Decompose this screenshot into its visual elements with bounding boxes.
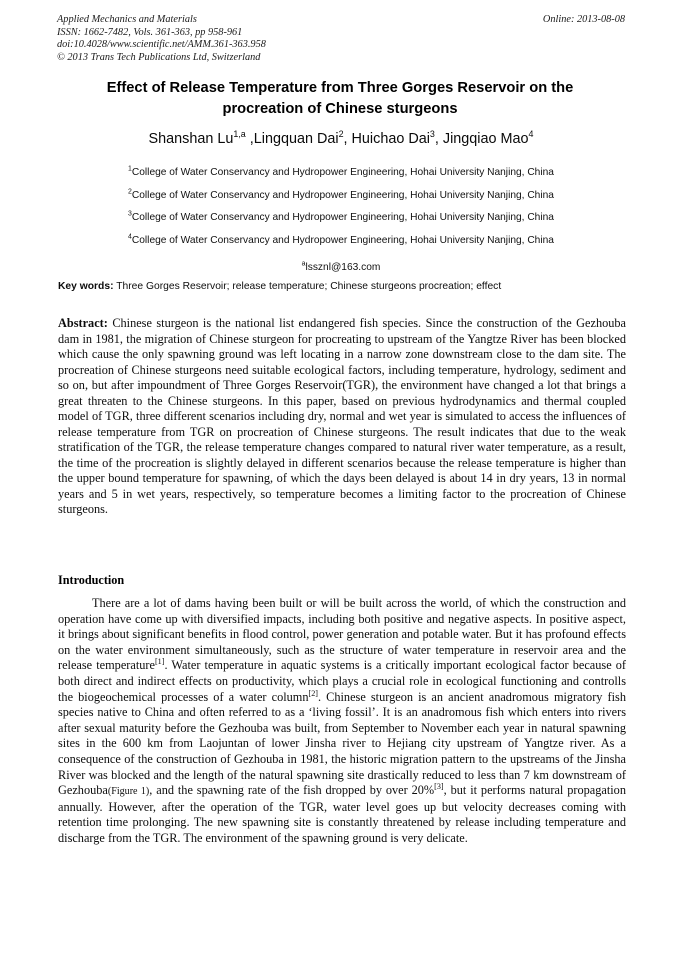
author-name: Lingquan Dai bbox=[253, 131, 339, 147]
affiliation-marker: 3 bbox=[128, 210, 132, 218]
affiliation-text: College of Water Conservancy and Hydropower Engineering, Hohai University Nanjing, China bbox=[131, 212, 554, 223]
author-name: Shanshan Lu bbox=[148, 131, 234, 147]
intro-part-1: There are a lot of dams having been built or will be built across the world, of which the construction and operation have come up with diversified impacts, including both positive and negative aspects. In positive aspect, it brings about significant benefits in flood control, power generation and potable water. But it has profound effects on the water environment simultaneously, such as the structure of water temperature in reservoir area and the release temperature bbox=[58, 596, 626, 673]
keywords-line bbox=[58, 280, 626, 294]
keywords-label: Key words: bbox=[58, 281, 114, 292]
affiliation-text: College of Water Conservancy and Hydropower Engineering, Hohai University Nanjing, China bbox=[131, 189, 554, 201]
issn-line: ISSN: 1662-7482, Vols. 361-363, pp 958-961 bbox=[57, 26, 243, 38]
intro-part-3: . Chinese sturgeon is an ancient anadromous migratory fish species native to China and often referred to as a ‘living fossil’. It is an anadromous fish which enters into rivers after sexual maturity before the Gezhouba was built, from September to November each year in natural spawning sites in the 600 km from Laojuntan of lower Jinsha river to Hejiang city upstream of Yangtze river. As a consequence of the construction of Gezhouba in 1981, the historic migration pattern to the upstreams of the Jinsha River was blocked and the length of the natural spawning site drastically reduced to less than 7 km downstream of Gezhouba bbox=[58, 689, 626, 798]
affiliation-marker: 2 bbox=[128, 188, 132, 196]
author-entry bbox=[149, 131, 246, 147]
intro-part-5: , but it performs natural propagation annually. However, after the operation of the TGR, water level goes up but velocity decreases coming with retention time prolonging. The new spawning site is constantly threatened by release including temperature and discharge from the TGR. The environment of the spawning ground is very delicate. bbox=[58, 783, 626, 845]
affiliation-item bbox=[57, 230, 625, 253]
abstract-section bbox=[58, 316, 626, 518]
doi-line: doi:10.4028/www.scientific.net/AMM.361-363.958 bbox=[57, 39, 266, 51]
copyright-line: © 2013 Trans Tech Publications Ltd, Switzerland bbox=[57, 51, 261, 63]
online-date: Online: 2013-08-08 bbox=[542, 14, 625, 25]
author-entry bbox=[254, 131, 344, 147]
author-name: Huichao Dai bbox=[351, 131, 430, 147]
author-entry bbox=[352, 131, 435, 147]
keywords-value: Three Gorges Reservoir; release temperature; Chinese sturgeons procreation; effect bbox=[116, 281, 502, 292]
author-sup: 3 bbox=[429, 129, 435, 140]
email-address: lssznl@163.com bbox=[305, 262, 381, 273]
author-list bbox=[57, 129, 625, 149]
author-separator: , bbox=[245, 131, 254, 147]
figure-reference: (Figure 1) bbox=[107, 786, 150, 798]
affiliation-text: College of Water Conservancy and Hydropower Engineering, Hohai University Nanjing, China bbox=[131, 167, 554, 178]
introduction-body bbox=[58, 596, 626, 847]
author-sup: 1,a bbox=[233, 129, 246, 140]
affiliation-item bbox=[57, 162, 625, 185]
citation-ref-2: [2] bbox=[308, 688, 318, 698]
affiliation-marker: 4 bbox=[128, 233, 132, 241]
journal-header bbox=[57, 14, 625, 64]
affiliation-list bbox=[57, 162, 625, 276]
affiliation-item bbox=[57, 207, 625, 230]
affiliation-text: College of Water Conservancy and Hydropower Engineering, Hohai University Nanjing, China bbox=[131, 234, 554, 246]
author-sup: 4 bbox=[528, 129, 534, 140]
introduction-heading: Introduction bbox=[58, 573, 125, 587]
citation-ref-1: [1] bbox=[154, 657, 165, 667]
email-marker: a bbox=[301, 260, 306, 268]
affiliation-marker: 1 bbox=[128, 165, 132, 173]
citation-ref-3: [3] bbox=[434, 782, 444, 792]
paper-title: Effect of Release Temperature from Three Gorges Reservoir on the procreation of Chinese sturgeons bbox=[106, 80, 574, 117]
corresponding-email bbox=[57, 260, 625, 276]
journal-header-top-row bbox=[57, 14, 625, 27]
journal-name: Applied Mechanics and Materials bbox=[57, 14, 197, 25]
abstract-text: Chinese sturgeon is the national list endangered fish species. Since the construction of the Gezhouba dam in 1981, the migration of Chinese sturgeon for procreating to upstream of the Yangtze River has been blocked which cause the only spawning ground was left locating in a narrow zone downstream close to the dam site. The procreation of Chinese sturgeons need suitable ecological factors, including temperature, hydrology, sediment and so on, but after impoundment of Three Gorges Reservoir(TGR), the environment have changed a lot that brings a great threaten to the Chinese sturgeons. In this paper, based on previous hydrodynamics and thermal coupled model of TGR, three different scenarios including dry, normal and wet year is simulated to access the influences of release temperature from TGR on procreation of Chinese sturgeons. The result indicates that due to the weak stratification of the TGR, the release temperature changes compared to natural river water temperature, as a result, the time of the procreation is slightly delayed in different scenarios because the release temperature is higher than the upper bound temperature for spawning, of which the days been delayed is about 14 in dry years, 13 in normal years and 5 in wet years, respectively, so temperature becomes a limiting factor to the procreation of Chinese sturgeons. bbox=[58, 316, 626, 516]
intro-part-2: . Water temperature in aquatic systems is a critically important ecological factor because of both direct and indirect effects on productivity, which plays a crucial role in ecological functioning and controlls the biogeochemical processes of a water column bbox=[58, 658, 627, 704]
author-name: Jingqiao Mao bbox=[442, 131, 529, 147]
author-entry bbox=[443, 131, 534, 147]
author-separator: , bbox=[434, 131, 443, 147]
author-sup: 2 bbox=[338, 129, 344, 140]
intro-part-4: , and the spawning rate of the fish dropped by over 20% bbox=[149, 783, 435, 798]
affiliation-item bbox=[57, 185, 625, 208]
author-separator: , bbox=[343, 131, 352, 147]
abstract-label: Abstract: bbox=[58, 316, 108, 330]
